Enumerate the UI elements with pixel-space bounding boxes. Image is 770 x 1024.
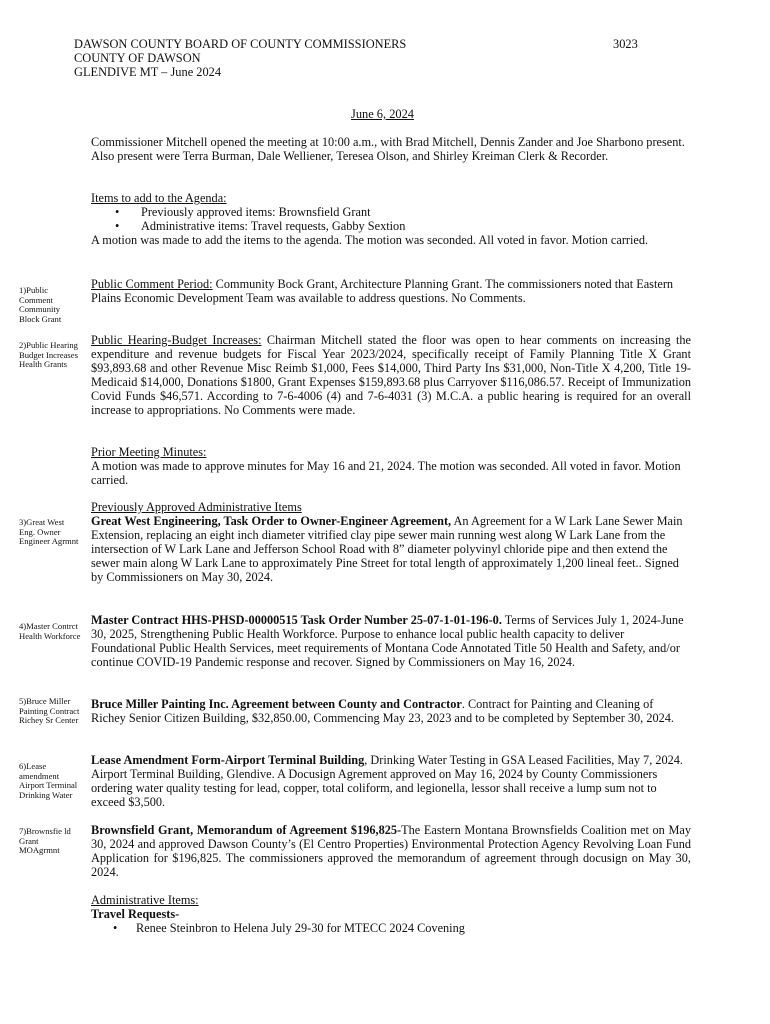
margin-note: 7)Brownsfie ld Grant MOAgrmnt	[19, 826, 71, 856]
approved-item-title: Lease Amendment Form-Airport Terminal Building	[91, 753, 365, 767]
approved-item-title: Brownsfield Grant, Memorandum of Agreement $196,825-	[91, 823, 402, 837]
opening-paragraph: Commissioner Mitchell opened the meeting at 10:00 a.m., with Brad Mitchell, Dennis Zander and Joe Sharbono present. Also present were Terra Burman, Dale Welliener, Teresea Olson, and Shirley Kreiman Clerk & Recorder.	[91, 135, 685, 163]
agenda-item: • Previously approved items: Brownsfield Grant	[91, 205, 691, 219]
margin-note: 2)Public Hearing Budget Increases Health Grants	[19, 340, 78, 370]
public-hearing-heading: Public Hearing-Budget Increases:	[91, 333, 262, 347]
agenda-heading: Items to add to the Agenda:	[91, 191, 227, 205]
header-board-name: DAWSON COUNTY BOARD OF COUNTY COMMISSIONERS	[74, 37, 407, 51]
public-comment-heading: Public Comment Period:	[91, 277, 213, 291]
approved-item-text: Terms of Services July 1, 2024-June 30, 2025, Strengthening Public Health Workforce. Purpose to enhance local public health capacity to deliver Foundational Public Health Services, meet requirements of Montana Code Annotated Title 50 Health and Safety, and/or continue COVID-19 Pandemic response and recover. Signed by Commissioners on May 16, 2024.	[91, 613, 684, 669]
margin-note: 5)Bruce Miller Painting Contract Richey Sr Center	[19, 696, 80, 726]
prior-minutes-text: A motion was made to approve minutes for May 16 and 21, 2024. The motion was seconded. All voted in favor. Motion carried.	[91, 459, 681, 487]
agenda-motion: A motion was made to add the items to the agenda. The motion was seconded. All voted in favor. Motion carried.	[91, 233, 649, 247]
public-comment-paragraph	[91, 277, 691, 305]
public-hearing-paragraph	[91, 333, 691, 417]
approved-item-title: Great West Engineering, Task Order to Owner-Engineer Agreement,	[91, 514, 452, 528]
public-hearing-text: Chairman Mitchell stated the floor was open to hear comments on increasing the expenditure and revenue budgets for Fiscal Year 2023/2024, specifically receipt of Family Planning Title X Grant $93,893.68 and other Revenue Misc Reimb $1,000, Fees $14,000, Third Party Ins $31,000, Non-Title X 4,200, Title 19-Medicaid $14,000, Donations $1800, Grant Expenses $159,893.68 plus Carryover $116,086.57. Receipt of Immunization Covid Funds $46,571. According to 7-6-4006 (4) and 7-6-4031 (3) M.C.A. a public hearing is required for an overall increase to appropriations. No Comments were made.	[91, 333, 691, 417]
approved-item	[91, 514, 691, 584]
prev-approved-heading-text: Previously Approved Administrative Items	[91, 500, 302, 514]
approved-item-text: The Eastern Montana Brownsfields Coalition met on May 30, 2024 and approved Dawson County’s (El Centro Properties) Environmental Protection Agency Revolving Loan Fund Application for $196,825. The commissioners approved the memorandum of agreement through docusign on May 30, 2024.	[91, 823, 691, 879]
approved-item	[91, 697, 691, 725]
travel-request-item: • Renee Steinbron to Helena July 29-30 for MTECC 2024 Covening	[91, 921, 691, 935]
prior-minutes-section	[91, 445, 691, 487]
margin-note: 4)Master Contrct Health Workforce	[19, 621, 81, 641]
public-comment-text: Community Bock Grant, Architecture Planning Grant. The commissioners noted that Eastern Plains Economic Development Team was available to address questions. No Comments.	[91, 277, 674, 305]
meeting-date: June 6, 2024	[351, 107, 414, 121]
header-location-month: GLENDIVE MT – June 2024	[74, 65, 222, 79]
approved-item-title: Master Contract HHS-PHSD-00000515 Task Order Number 25-07-1-01-196-0.	[91, 613, 502, 627]
approved-item-text: An Agreement for a W Lark Lane Sewer Main Extension, replacing an eight inch diameter vitrified clay pipe sewer main running west along W Lark Lane from the intersection of W Lark Lane and Jefferson School Road with 8” diameter polyvinyl chloride pipe and then extend the sewer main along W Lark Lane to approximately Pine Street for total length of approximately 1,200 lineal feet.. Signed by Commissioners on May 30, 2024.	[91, 514, 683, 584]
header-county: COUNTY OF DAWSON	[74, 51, 201, 65]
page-number: 3023	[613, 37, 638, 51]
prior-minutes-heading: Prior Meeting Minutes:	[91, 445, 207, 459]
approved-item	[91, 613, 691, 669]
margin-note: 1)Public Comment Community Block Grant	[19, 285, 62, 325]
prev-approved-heading	[91, 500, 691, 514]
admin-items-section	[91, 893, 691, 935]
agenda-list	[91, 205, 691, 233]
approved-item-text: , Drinking Water Testing in GSA Leased Facilities, May 7, 2024. Airport Terminal Building, Glendive. A Docusign Agrement approved on May 16, 2024 by County Commissioners ordering water quality testing for lead, copper, total coliform, and legionella, lessor shall receive a lump sum not to exceed $3,500.	[91, 753, 684, 809]
approved-item-text: . Contract for Painting and Cleaning of Richey Senior Citizen Building, $32,850.00, Commencing May 23, 2023 and to be completed by September 30, 2024.	[91, 697, 674, 725]
document-header	[74, 37, 406, 79]
travel-requests-heading: Travel Requests-	[91, 907, 180, 921]
approved-item	[91, 823, 691, 879]
admin-items-heading: Administrative Items:	[91, 893, 199, 907]
margin-note: 3)Great West Eng. Owner Engineer Agrmnt	[19, 517, 79, 547]
approved-item	[91, 753, 691, 809]
approved-item-title: Bruce Miller Painting Inc. Agreement between County and Contractor	[91, 697, 462, 711]
agenda-item: • Administrative items: Travel requests, Gabby Sextion	[91, 219, 691, 233]
margin-note: 6)Lease amendment Airport Terminal Drinking Water	[19, 761, 78, 801]
agenda-section	[91, 191, 691, 247]
travel-requests-list	[91, 921, 691, 935]
